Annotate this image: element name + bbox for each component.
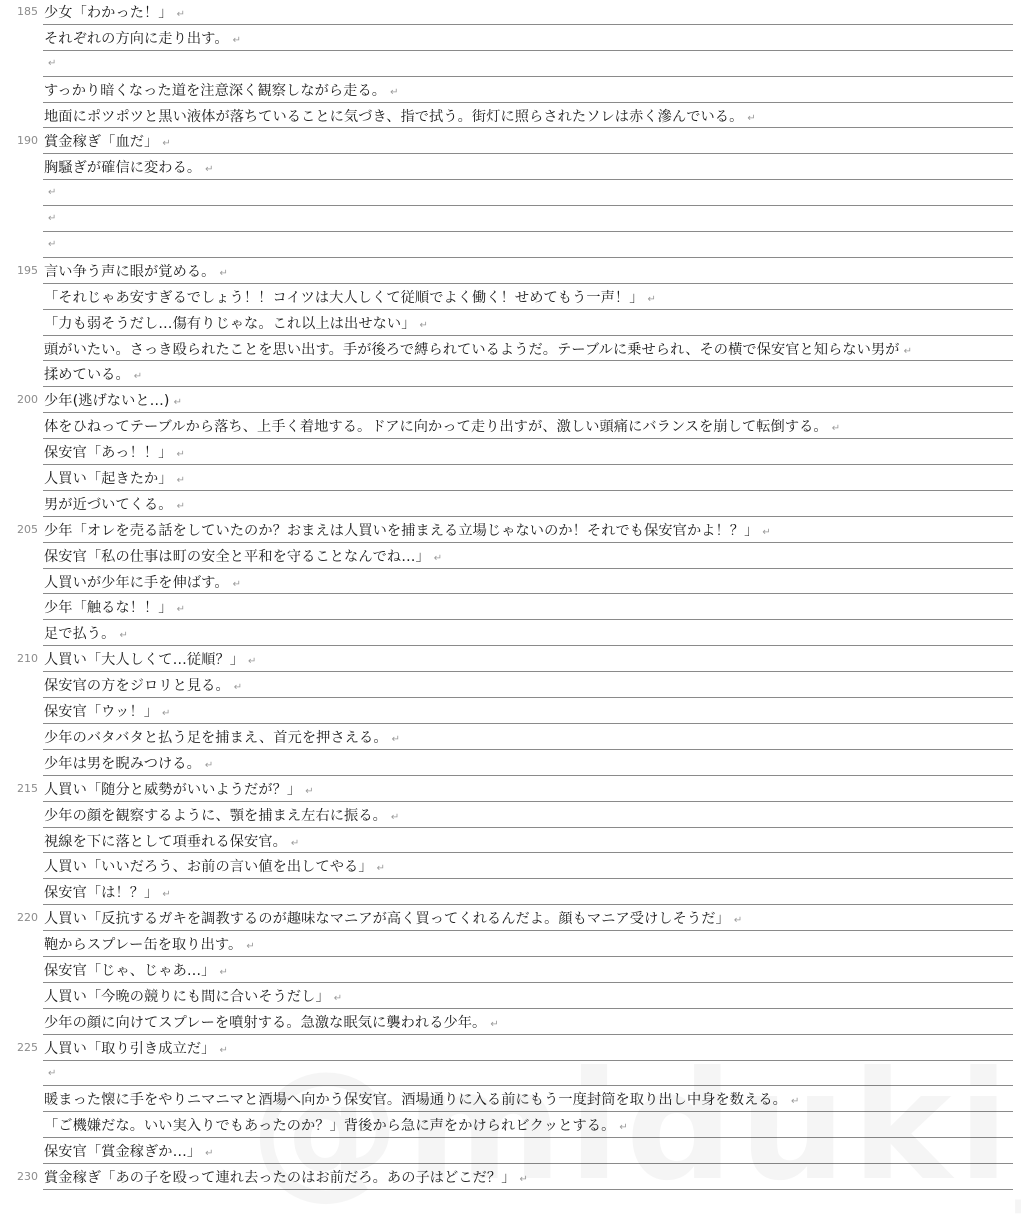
line-text: 保安官「じゃ、じゃあ…」 — [44, 962, 216, 979]
line-text: 保安官「ウッ！」 — [44, 704, 159, 721]
line-text-container[interactable] — [44, 313, 428, 333]
line-text-container[interactable] — [44, 753, 213, 773]
line-text: 人買い「いいだろう、お前の言い値を出してやる」 — [44, 859, 373, 876]
line-number: 215 — [17, 781, 38, 795]
document-line[interactable] — [0, 544, 1021, 570]
document-line[interactable] — [0, 285, 1021, 311]
line-text: それぞれの方向に走り出す。 — [44, 30, 229, 47]
line-number: 225 — [17, 1040, 38, 1054]
document-line[interactable] — [0, 725, 1021, 751]
line-text-container[interactable] — [44, 520, 771, 540]
document-line[interactable] — [0, 466, 1021, 492]
return-mark-icon: ↵ — [205, 1148, 214, 1160]
document-line[interactable] — [0, 932, 1021, 958]
line-text: 人買い「起きたか」 — [44, 471, 173, 488]
return-mark-icon: ↵ — [290, 837, 300, 849]
line-text-container[interactable] — [44, 831, 299, 851]
line-text-container[interactable] — [44, 106, 756, 126]
return-mark-icon: ↵ — [48, 213, 57, 225]
line-text-container[interactable] — [44, 960, 228, 980]
line-number: 210 — [17, 652, 38, 666]
line-text: 足で払う。 — [44, 626, 116, 643]
line-text: 賞金稼ぎ「血だ」 — [44, 134, 159, 151]
line-text-container[interactable] — [44, 908, 742, 928]
line-text-container[interactable] — [44, 364, 142, 384]
return-mark-icon: ↵ — [762, 526, 771, 538]
document-line[interactable] — [0, 906, 1021, 932]
line-text-container[interactable] — [44, 2, 185, 22]
line-text: 人買い「取り引き成立だ」 — [44, 1040, 216, 1057]
return-mark-icon: ↵ — [419, 319, 428, 331]
line-number: 220 — [17, 911, 38, 925]
return-mark-icon: ↵ — [162, 708, 171, 720]
line-text-container[interactable] — [44, 468, 185, 488]
return-mark-icon: ↵ — [519, 1174, 528, 1186]
document-line[interactable] — [0, 207, 1021, 233]
document-line[interactable] — [0, 233, 1021, 259]
line-text-container[interactable] — [44, 80, 399, 100]
document-line[interactable] — [0, 492, 1021, 518]
line-number: 185 — [17, 5, 38, 18]
line-text: 鞄からスプレー缶を取り出す。 — [44, 937, 243, 954]
document-line[interactable] — [0, 621, 1021, 647]
return-mark-icon: ↵ — [205, 164, 214, 176]
line-text-container[interactable] — [44, 572, 241, 592]
return-mark-icon: ↵ — [619, 1122, 628, 1134]
line-text-container[interactable] — [44, 675, 242, 695]
line-number: 230 — [17, 1170, 38, 1184]
return-mark-icon: ↵ — [162, 889, 171, 901]
line-text-container[interactable] — [44, 235, 56, 251]
return-mark-icon: ↵ — [219, 1044, 228, 1056]
line-text-container[interactable] — [44, 649, 257, 669]
document-line[interactable] — [0, 388, 1021, 414]
line-number: 190 — [17, 134, 38, 148]
document-line[interactable] — [0, 1010, 1021, 1036]
document-line[interactable] — [0, 78, 1021, 104]
document-line[interactable] — [0, 854, 1021, 880]
return-mark-icon: ↵ — [48, 1067, 57, 1079]
return-mark-icon: ↵ — [246, 941, 255, 953]
line-text-container[interactable] — [44, 546, 442, 566]
document-line[interactable] — [0, 570, 1021, 596]
line-text-container[interactable] — [44, 287, 656, 307]
return-mark-icon: ↵ — [733, 915, 743, 927]
document-line[interactable] — [0, 26, 1021, 52]
line-text-container[interactable] — [44, 261, 228, 281]
document-line[interactable] — [0, 414, 1021, 440]
return-mark-icon: ↵ — [390, 86, 399, 98]
line-text: 保安官「は！？」 — [44, 885, 159, 902]
document-line[interactable] — [0, 751, 1021, 777]
document-line[interactable] — [0, 259, 1021, 285]
return-mark-icon: ↵ — [133, 371, 143, 383]
line-text-container[interactable] — [44, 934, 255, 954]
line-text-container[interactable] — [44, 1038, 228, 1058]
line-text-container[interactable] — [44, 28, 241, 48]
line-number: 200 — [17, 393, 38, 407]
return-mark-icon: ↵ — [903, 345, 913, 357]
line-text-container[interactable] — [44, 986, 342, 1006]
document-line[interactable] — [0, 337, 1021, 363]
return-mark-icon: ↵ — [176, 475, 186, 487]
document-line[interactable] — [0, 129, 1021, 155]
return-mark-icon: ↵ — [48, 239, 57, 251]
line-text: 少年(逃げないと…) — [44, 393, 170, 410]
line-text: 少年は男を睨みつける。 — [44, 755, 201, 772]
line-text: すっかり暗くなった道を注意深く観察しながら走る。 — [44, 82, 387, 99]
document-line[interactable] — [0, 518, 1021, 544]
line-number: 195 — [17, 263, 38, 277]
document-line[interactable] — [0, 52, 1021, 78]
document-line[interactable] — [0, 0, 1021, 26]
line-text-container[interactable] — [44, 494, 185, 514]
document-line[interactable] — [0, 984, 1021, 1010]
return-mark-icon: ↵ — [305, 785, 314, 797]
line-text-container[interactable] — [44, 390, 182, 410]
return-mark-icon: ↵ — [433, 552, 443, 564]
line-text: 体をひねってテーブルから落ち、上手く着地する。ドアに向かって走り出すが、激しい頭痛にバランスを崩して転倒する。 — [44, 419, 828, 436]
document-line[interactable] — [0, 155, 1021, 181]
line-text: 少年「触るな！！」 — [44, 600, 173, 617]
line-text-container[interactable] — [44, 442, 185, 462]
line-text: 賞金稼ぎ「あの子を殴って連れ去ったのはお前だろ。あの子はどこだ？」 — [44, 1170, 516, 1187]
line-text-container[interactable] — [44, 183, 56, 199]
document-line[interactable] — [0, 803, 1021, 829]
return-mark-icon: ↵ — [219, 966, 228, 978]
document-line[interactable] — [0, 880, 1021, 906]
line-text-container[interactable] — [44, 623, 128, 643]
return-mark-icon: ↵ — [119, 630, 128, 642]
return-mark-icon: ↵ — [647, 293, 656, 305]
line-text: 少年「オレを売る話をしていたのか？おまえは人買いを捕まえる立場じゃないのか！それでも保安官かよ！？」 — [44, 522, 759, 539]
return-mark-icon: ↵ — [176, 604, 186, 616]
line-text: 人買いが少年に手を伸ばす。 — [44, 574, 229, 591]
return-mark-icon: ↵ — [233, 682, 243, 694]
document-line[interactable] — [0, 595, 1021, 621]
return-mark-icon: ↵ — [48, 57, 57, 69]
line-text: 保安官の方をジロリと見る。 — [44, 678, 230, 695]
line-text-container[interactable] — [44, 856, 385, 876]
line-text: 頭がいたい。さっき殴られたことを思い出す。手が後ろで縛られているようだ。テーブルに乗せられ、その横で保安官と知らない男が — [44, 341, 900, 358]
line-text-container[interactable] — [44, 157, 214, 177]
return-mark-icon: ↵ — [232, 578, 242, 590]
line-text-container[interactable] — [44, 727, 400, 747]
line-text: 人買い「大人しくて…従順？」 — [44, 652, 245, 669]
return-mark-icon: ↵ — [176, 9, 186, 20]
line-text: 地面にポツポツと黒い液体が落ちていることに気づき、指で拭う。街灯に照らされたソレは赤く滲んでいる。 — [44, 108, 744, 125]
line-text-container[interactable] — [44, 54, 56, 70]
return-mark-icon: ↵ — [747, 112, 756, 124]
line-text-container[interactable] — [44, 701, 171, 721]
line-text: 人買い「随分と威勢がいいようだが？」 — [44, 781, 302, 798]
watermark — [250, 1040, 1021, 1214]
return-mark-icon: ↵ — [219, 267, 228, 279]
line-text-container[interactable] — [44, 882, 171, 902]
line-text-container[interactable] — [44, 779, 314, 799]
document-line[interactable] — [0, 104, 1021, 130]
line-text: 保安官「あっ！！」 — [44, 445, 173, 462]
document-line[interactable] — [0, 829, 1021, 855]
line-text-container[interactable] — [44, 1064, 56, 1080]
document-line[interactable] — [0, 362, 1021, 388]
return-mark-icon: ↵ — [204, 759, 214, 771]
line-text: 男が近づいてくる。 — [44, 496, 173, 513]
return-mark-icon: ↵ — [173, 397, 183, 409]
return-mark-icon: ↵ — [333, 992, 343, 1004]
line-text-container[interactable] — [44, 339, 912, 359]
return-mark-icon: ↵ — [390, 811, 400, 823]
return-mark-icon: ↵ — [831, 423, 841, 435]
line-text-container[interactable] — [44, 209, 56, 225]
document-line[interactable] — [0, 647, 1021, 673]
line-number: 205 — [17, 522, 38, 536]
line-text-container[interactable] — [44, 1141, 214, 1161]
return-mark-icon: ↵ — [176, 449, 185, 461]
document-line[interactable] — [0, 673, 1021, 699]
line-text: 人買い「反抗するガキを調教するのが趣味なマニアが高く買ってくれるんだよ。顔もマニア受けしそうだ」 — [44, 911, 730, 928]
line-text: 「それじゃあ安すぎるでしょう！！コイツは大人しくて従順でよく働く！せめてもう一声！」 — [44, 289, 644, 306]
document-line[interactable] — [0, 958, 1021, 984]
return-mark-icon: ↵ — [232, 34, 242, 46]
line-text: 少年のバタバタと払う足を捕まえ、首元を押さえる。 — [44, 729, 388, 746]
document-line[interactable] — [0, 440, 1021, 466]
line-text: 「ご機嫌だな。いい実入りでもあったのか？」背後から急に声をかけられビクッとする。 — [44, 1118, 616, 1135]
line-text-container[interactable] — [44, 1012, 499, 1032]
line-text-container[interactable] — [44, 805, 399, 825]
return-mark-icon: ↵ — [48, 187, 57, 199]
line-text: 胸騒ぎが確信に変わる。 — [44, 160, 202, 177]
line-text-container[interactable] — [44, 416, 840, 436]
line-text: 人買い「今晩の競りにも間に合いそうだし」 — [44, 988, 330, 1005]
return-mark-icon: ↵ — [790, 1096, 800, 1108]
line-text: 保安官「賞金稼ぎか…」 — [44, 1144, 202, 1161]
return-mark-icon: ↵ — [176, 500, 186, 512]
document-line[interactable] — [0, 181, 1021, 207]
return-mark-icon: ↵ — [391, 733, 401, 745]
line-text: 視線を下に落として項垂れる保安官。 — [44, 833, 287, 850]
line-text: 少年の顔に向けてスプレーを噴射する。急激な眠気に襲われる少年。 — [44, 1014, 487, 1031]
return-mark-icon: ↵ — [490, 1018, 499, 1030]
line-text-container[interactable] — [44, 131, 171, 151]
return-mark-icon: ↵ — [376, 863, 386, 875]
line-text: 言い争う声に眼が覚める。 — [44, 263, 216, 280]
line-text: 少女「わかった！」 — [44, 5, 173, 21]
line-text: 少年の顔を観察するように、顎を捕まえ左右に振る。 — [44, 807, 387, 824]
return-mark-icon: ↵ — [248, 656, 257, 668]
line-text-container[interactable] — [44, 597, 185, 617]
document-line[interactable] — [0, 777, 1021, 803]
document-line[interactable] — [0, 699, 1021, 725]
line-text: 保安官「私の仕事は町の安全と平和を守ることなんでね…」 — [44, 548, 430, 565]
line-text: 「力も弱そうだし…傷有りじゃな。これ以上は出せない」 — [44, 315, 416, 332]
line-text: 揉めている。 — [44, 367, 130, 384]
line-text: 暖まった懐に手をやりニマニマと酒場へ向かう保安官。酒場通りに入る前にもう一度封筒を取り出し中身を数える。 — [44, 1092, 787, 1109]
return-mark-icon: ↵ — [162, 138, 171, 150]
document-line[interactable] — [0, 311, 1021, 337]
